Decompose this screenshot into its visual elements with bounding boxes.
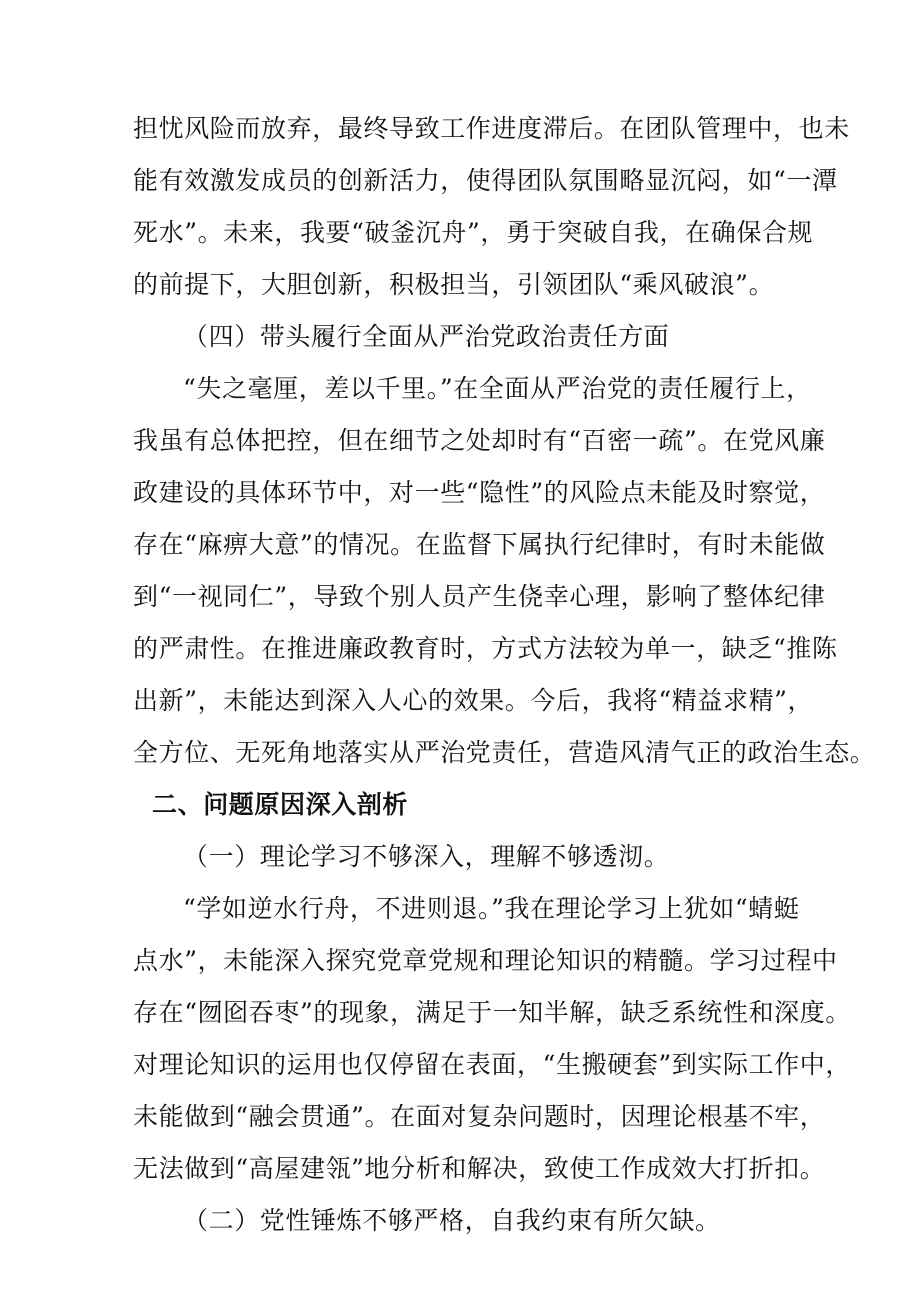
paragraph-line: 全方位、无死角地落实从严治党责任，营造风清气正的政治生态。 xyxy=(133,738,876,767)
paragraph-line: 点水”，未能深入探究党章党规和理论知识的精髓。学习过程中 xyxy=(133,946,838,975)
chapter-heading: 二、问题原因深入剖析 xyxy=(152,790,409,819)
paragraph-line: 政建设的具体环节中，对一些“隐性”的风险点未能及时察觉， xyxy=(133,478,826,507)
paragraph-line: 未能做到“融会贯通”。在面对复杂问题时，因理论根基不牢， xyxy=(133,1102,826,1131)
section-heading: （二）党性锤炼不够严格，自我约束有所欠缺。 xyxy=(183,1206,721,1235)
paragraph-line: 对理论知识的运用也仅停留在表面，“生搬硬套”到实际工作中， xyxy=(133,1050,851,1079)
paragraph-line: 担忧风险而放弃，最终导致工作进度滞后。在团队管理中，也未 xyxy=(133,114,850,143)
paragraph-line: “失之毫厘，差以千里。”在全面从严治党的责任履行上， xyxy=(183,374,812,403)
paragraph-line: 能有效激发成员的创新活力，使得团队氛围略显沉闷，如“一潭 xyxy=(133,166,838,195)
paragraph-line: 到“一视同仁”，导致个别人员产生侥幸心理，影响了整体纪律 xyxy=(133,582,826,611)
paragraph-line: 存在“囫囵吞枣”的现象，满足于一知半解，缺乏系统性和深度。 xyxy=(133,998,851,1027)
paragraph-line: 死水”。未来，我要“破釜沉舟”，勇于突破自我，在确保合规 xyxy=(133,218,814,247)
paragraph-line: “学如逆水行舟，不进则退。”我在理论学习上犹如“蜻蜓 xyxy=(183,894,800,923)
section-heading: （四）带头履行全面从严治党政治责任方面 xyxy=(183,322,670,351)
paragraph-line: 存在“麻痹大意”的情况。在监督下属执行纪律时，有时未能做 xyxy=(133,530,826,559)
paragraph-line: 的前提下，大胆创新，积极担当，引领团队“乘风破浪”。 xyxy=(133,270,775,299)
paragraph-line: 无法做到“高屋建瓴”地分析和解决，致使工作成效大打折扣。 xyxy=(133,1154,826,1183)
paragraph-line: 的严肃性。在推进廉政教育时，方式方法较为单一，缺乏“推陈 xyxy=(133,634,838,663)
paragraph-line: 我虽有总体把控，但在细节之处却时有“百密一疏”。在党风廉 xyxy=(133,426,826,455)
paragraph-line: 出新”，未能达到深入人心的效果。今后，我将“精益求精”， xyxy=(133,686,814,715)
section-heading: （一）理论学习不够深入，理解不够透沏。 xyxy=(183,842,670,871)
